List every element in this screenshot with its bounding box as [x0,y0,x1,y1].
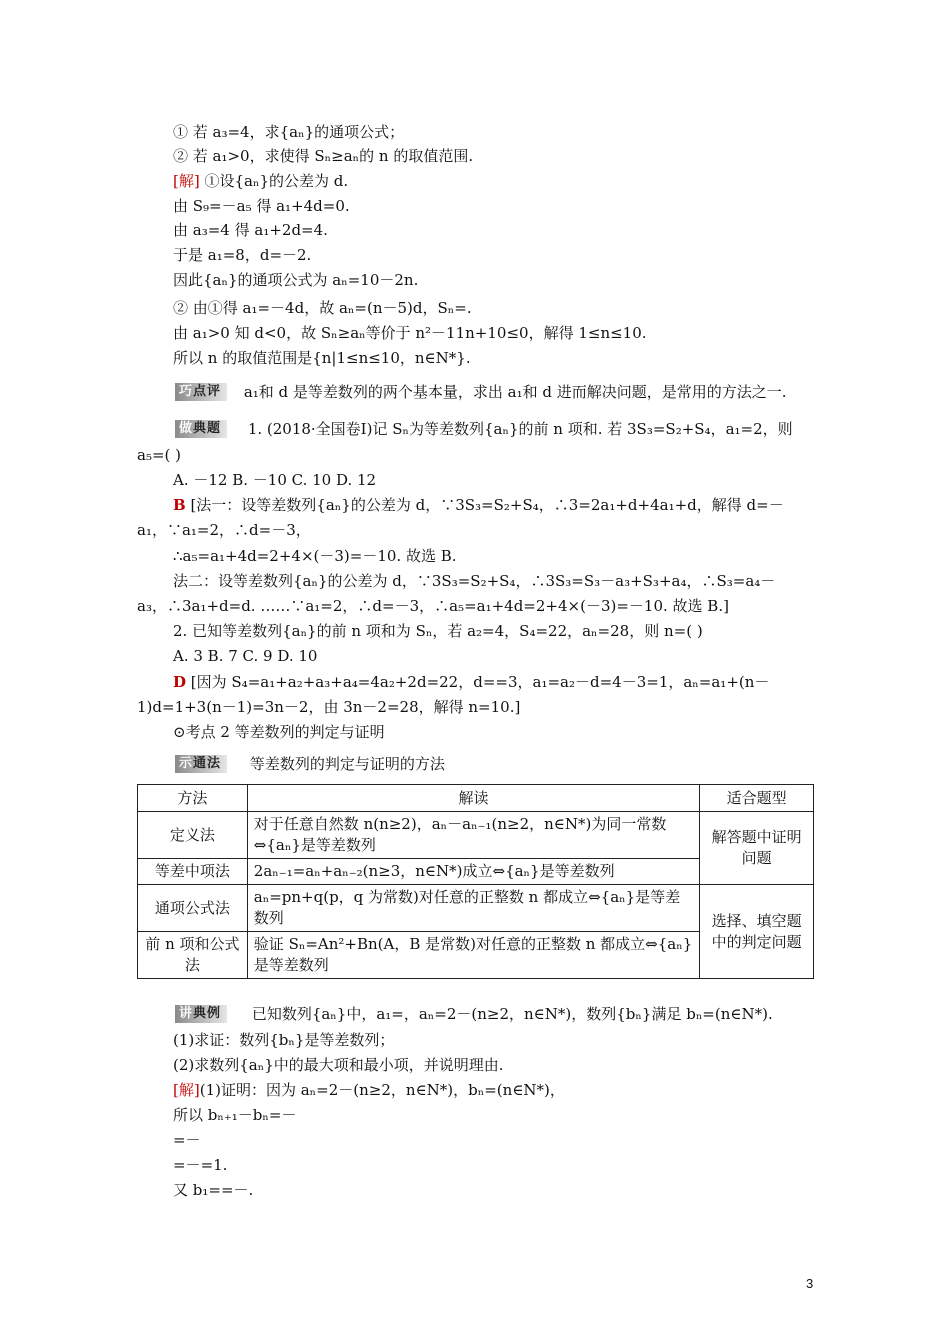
method-description: aₙ=pn+q(p，q 为常数)对任意的正整数 n 都成立⇔{aₙ}是等差数列 [247,885,699,932]
text-line: a₃，∴3a₁+d=d. ……∵a₁=2，∴d=－3，∴a₅=a₁+4d=2+4×(－3)=－10. 故选 B.] [137,597,729,615]
text-line: 所以 bₙ₊₁－bₙ=－ [173,1106,297,1124]
table-header-row [138,785,814,812]
method-name: 通项公式法 [138,885,248,932]
section-heading: ⊙考点 2 等差数列的判定与证明 [173,723,385,741]
solution-line [173,1079,565,1101]
solution-text: ①设{aₙ}的公差为 d. [199,172,349,190]
table-row [138,885,814,932]
method-name: 等差中项法 [138,859,248,885]
method-name: 前 n 项和公式法 [138,932,248,979]
text-line: ∴a₅=a₁+4d=2+4×(－3)=－10. 故选 B. [173,547,457,565]
text-line: (2)求数列{aₙ}中的最大项和最小项，并说明理由. [173,1056,504,1074]
text-line: 于是 a₁=8，d=－2. [173,246,312,264]
table-header: 方法 [138,785,248,812]
text-line: 所以 n 的取值范围是{n|1≤n≤10，n∈N*}. [173,349,471,367]
table-row [138,812,814,859]
answer-line [173,494,784,516]
table-header: 解读 [247,785,699,812]
text-line: 由 S₉=－a₅ 得 a₁+4d=0. [173,197,350,215]
solution-label: [解] [173,172,200,190]
page-number: 3 [806,1276,814,1291]
method-description: 2aₙ₋₁=aₙ+aₙ₋₂(n≥3，n∈N*)成立⇔{aₙ}是等差数列 [247,859,699,885]
text-line: 由 a₁>0 知 d<0，故 Sₙ≥aₙ等价于 n²－11n+10≤0，解得 1≤n≤10. [173,324,647,342]
exercise-tag: 做典题 [175,420,227,438]
choices-line: A. －12 B. －10 C. 10 D. 12 [173,471,377,489]
method-description: 对于任意自然数 n(n≥2)，aₙ－aₙ₋₁(n≥2，n∈N*)为同一常数⇔{aₙ}是等差数列 [247,812,699,859]
text-line: 因此{aₙ}的通项公式为 aₙ=10－2n. [173,271,419,289]
text-line: (1)求证：数列{bₙ}是等差数列； [173,1031,395,1049]
answer-letter: D [173,673,187,691]
text-line: a₁，∵a₁=2，∴d=－3， [137,521,311,539]
method-tag: 示通法 [175,755,227,773]
problem-type: 选择、填空题中的判定问题 [700,885,814,979]
choices-line: A. 3 B. 7 C. 9 D. 10 [173,647,318,665]
example-text: 已知数列{aₙ}中，a₁=，aₙ=2－(n≥2，n∈N*)，数列{bₙ}满足 bₙ=(n∈N*). [251,1005,773,1023]
solution-line [173,170,348,192]
text-line: 1)d=1+3(n－1)=3n－2，由 3n－2=28，解得 n=10.] [137,698,521,716]
answer-line [173,671,769,693]
problem-part-1: ① 若 a₃=4，求{aₙ}的通项公式； [173,123,405,141]
comment-tag: 巧点评 [175,383,227,401]
exercise-1-text: 1. (2018·全国卷Ⅰ)记 Sₙ为等差数列{aₙ}的前 n 项和. 若 3S₃=S₂+S₄，a₁=2，则 [247,420,793,438]
answer-letter: B [173,496,186,514]
solution-text: (1)证明：因为 aₙ=2－(n≥2，n∈N*)，bₙ=(n∈N*)， [199,1081,565,1099]
example-line [175,1003,773,1025]
text-line: =－ [173,1131,201,1149]
solution-label: [解] [173,1081,200,1099]
text-line: 法二：设等差数列{aₙ}的公差为 d，∵3S₃=S₂+S₄，∴3S₃=S₃－a₃+S₃+a₄，∴S₃=a₄－ [173,572,776,590]
table-header: 适合题型 [700,785,814,812]
exercise-line [175,418,793,440]
method-description: 验证 Sₙ=An²+Bn(A，B 是常数)对任意的正整数 n 都成立⇔{aₙ}是等差数列 [247,932,699,979]
answer-text: [因为 S₄=a₁+a₂+a₃+a₄=4a₂+2d=22，d==3，a₁=a₂－d=4－3=1，aₙ=a₁+(n－ [186,673,770,691]
text-line: a₅=( ) [137,446,181,464]
comment-line [175,381,787,403]
text-line: 又 b₁==－. [173,1181,254,1199]
comment-text: a₁和 d 是等差数列的两个基本量，求出 a₁和 d 进而解决问题，是常用的方法之一. [243,383,787,401]
method-title: 等差数列的判定与证明的方法 [249,755,445,773]
methods-table [137,784,814,979]
problem-type: 解答题中证明问题 [700,812,814,885]
text-line: 由 a₃=4 得 a₁+2d=4. [173,221,328,239]
problem-part-2: ② 若 a₁>0，求使得 Sₙ≥aₙ的 n 的取值范围. [173,147,474,165]
text-line: =－=1. [173,1156,228,1174]
answer-text: [法一：设等差数列{aₙ}的公差为 d，∵3S₃=S₂+S₄，∴3=2a₁+d+4a₁+d，解得 d=－ [185,496,784,514]
exercise-2-text: 2. 已知等差数列{aₙ}的前 n 项和为 Sₙ，若 a₂=4，S₄=22，aₙ=28，则 n=( ) [173,622,703,640]
example-tag: 讲典例 [175,1005,227,1023]
method-line [175,753,445,775]
method-name: 定义法 [138,812,248,859]
text-line: ② 由①得 a₁=－4d，故 aₙ=(n－5)d，Sₙ=. [173,299,472,317]
